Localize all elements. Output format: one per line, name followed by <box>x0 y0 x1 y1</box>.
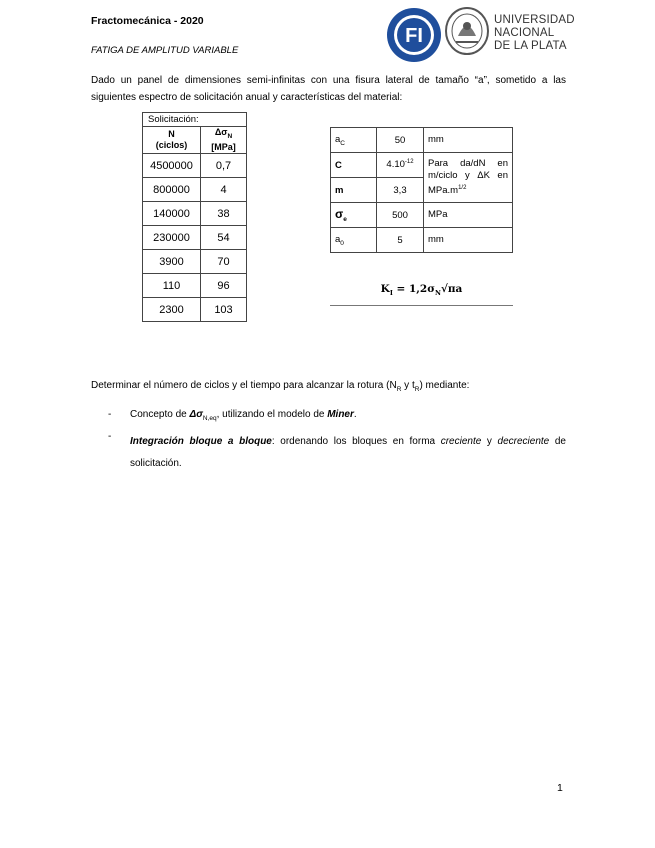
table-row <box>143 250 247 274</box>
cycles-cell: 140000 <box>143 202 201 226</box>
bullet-italic: creciente <box>440 436 482 447</box>
bullet-text: : ordenando los bloques en forma <box>271 436 441 447</box>
cycles-cell: 3900 <box>143 250 201 274</box>
page-number: 1 <box>557 782 563 794</box>
stress-intensity-formula <box>330 283 513 297</box>
bullet-text: Concepto de <box>130 409 190 420</box>
value-m: 3,3 <box>377 178 424 203</box>
value-c <box>377 153 424 178</box>
header-cycles <box>143 127 201 154</box>
formula-subscript: I <box>389 289 393 298</box>
param-a0 <box>331 228 377 253</box>
param-sigma-e <box>331 203 377 228</box>
value-a0: 5 <box>377 228 424 253</box>
formula-root: √πa <box>440 283 463 295</box>
task-text: ) mediante: <box>419 380 470 391</box>
bullet-text: de solicitación. <box>130 436 566 469</box>
formula-lhs: K <box>380 283 390 295</box>
bullet-miner <box>130 409 357 422</box>
task-subscript: R <box>396 386 402 393</box>
table-row <box>143 202 247 226</box>
param-symbol: σ <box>335 207 344 222</box>
university-line: DE LA PLATA <box>494 40 567 52</box>
material-properties-table <box>330 127 513 253</box>
formula-divider <box>330 305 513 306</box>
stress-cell: 70 <box>201 250 247 274</box>
param-symbol: a <box>335 133 341 145</box>
bullet-text: , utilizando el modelo de <box>216 409 328 420</box>
university-seal-icon <box>444 6 490 56</box>
unit-c-m <box>424 153 513 203</box>
stress-cell: 4 <box>201 178 247 202</box>
param-subscript: e <box>343 215 347 223</box>
param-subscript: C <box>340 139 345 147</box>
table-caption: Solicitación: <box>143 113 247 127</box>
bullet-text: y <box>481 436 498 447</box>
fi-logo-text: FI <box>405 25 423 47</box>
load-spectrum-table <box>142 112 247 322</box>
table-row <box>331 153 513 178</box>
param-subscript: 0 <box>340 239 344 247</box>
table-row <box>143 226 247 250</box>
intro-paragraph: Dado un panel de dimensiones semi-infinitas con una fisura lateral de tamaño “a”, sometido a las siguientes espectro de solicitación anual y características del material: <box>91 75 566 103</box>
stress-cell: 103 <box>201 298 247 322</box>
university-name <box>494 14 575 53</box>
unit-ac: mm <box>424 128 513 153</box>
bullet-emphasis: Miner <box>327 409 354 420</box>
task-subscript: R <box>414 386 420 393</box>
bullet-block-integration <box>130 431 566 475</box>
bullet-italic: decreciente <box>497 436 550 447</box>
task-statement <box>91 380 469 393</box>
university-line: NACIONAL <box>494 27 555 39</box>
cycles-cell: 230000 <box>143 226 201 250</box>
header-text: (ciclos) <box>155 140 188 150</box>
header-text: N <box>168 129 175 139</box>
table-row <box>331 203 513 228</box>
value-exponent: -12 <box>404 159 414 166</box>
table-row <box>143 298 247 322</box>
formula-subscript: N <box>434 289 441 298</box>
task-text: Determinar el número de ciclos y el tiempo para alcanzar la rotura (N <box>91 380 397 391</box>
value-ac: 50 <box>377 128 424 153</box>
document-title: Fractomecánica - 2020 <box>91 15 204 27</box>
table-row <box>143 178 247 202</box>
bullet-emphasis: Integración bloque a bloque <box>130 436 272 447</box>
cycles-cell: 4500000 <box>143 154 201 178</box>
stress-cell: 0,7 <box>201 154 247 178</box>
bullet-symbol: Δσ <box>189 409 203 420</box>
unit-a0: mm <box>424 228 513 253</box>
bullet-text: . <box>353 409 357 420</box>
value-sigma-e: 500 <box>377 203 424 228</box>
cycles-cell: 2300 <box>143 298 201 322</box>
table-row <box>143 154 247 178</box>
param-symbol: a <box>335 233 341 245</box>
header-text: [MPa] <box>211 141 236 152</box>
fi-logo <box>386 7 442 63</box>
document-subtitle: FATIGA DE AMPLITUD VARIABLE <box>91 45 239 56</box>
table-row <box>331 128 513 153</box>
param-m: m <box>331 178 377 203</box>
stress-cell: 54 <box>201 226 247 250</box>
table-row <box>331 228 513 253</box>
unit-exponent: 1/2 <box>458 184 467 191</box>
unit-sigma-e: MPa <box>424 203 513 228</box>
stress-cell: 38 <box>201 202 247 226</box>
bullet-marker: - <box>108 431 112 442</box>
formula-rhs: = 1,2σ <box>392 283 435 295</box>
param-c: C <box>331 153 377 178</box>
value-base: 4.10 <box>386 159 405 171</box>
param-ac <box>331 128 377 153</box>
unit-text: Para da/dN en m/ciclo y ΔK en MPa.m <box>428 157 508 197</box>
stress-cell: 96 <box>201 274 247 298</box>
header-text: Δσ <box>214 127 228 138</box>
table-row <box>143 274 247 298</box>
bullet-subscript: N,eq <box>202 415 217 422</box>
header-subscript: N <box>227 132 233 140</box>
bullet-marker: - <box>108 409 112 420</box>
cycles-cell: 110 <box>143 274 201 298</box>
task-text: y t <box>401 380 415 391</box>
cycles-cell: 800000 <box>143 178 201 202</box>
university-line: UNIVERSIDAD <box>494 14 575 26</box>
header-stress-range <box>201 127 247 154</box>
